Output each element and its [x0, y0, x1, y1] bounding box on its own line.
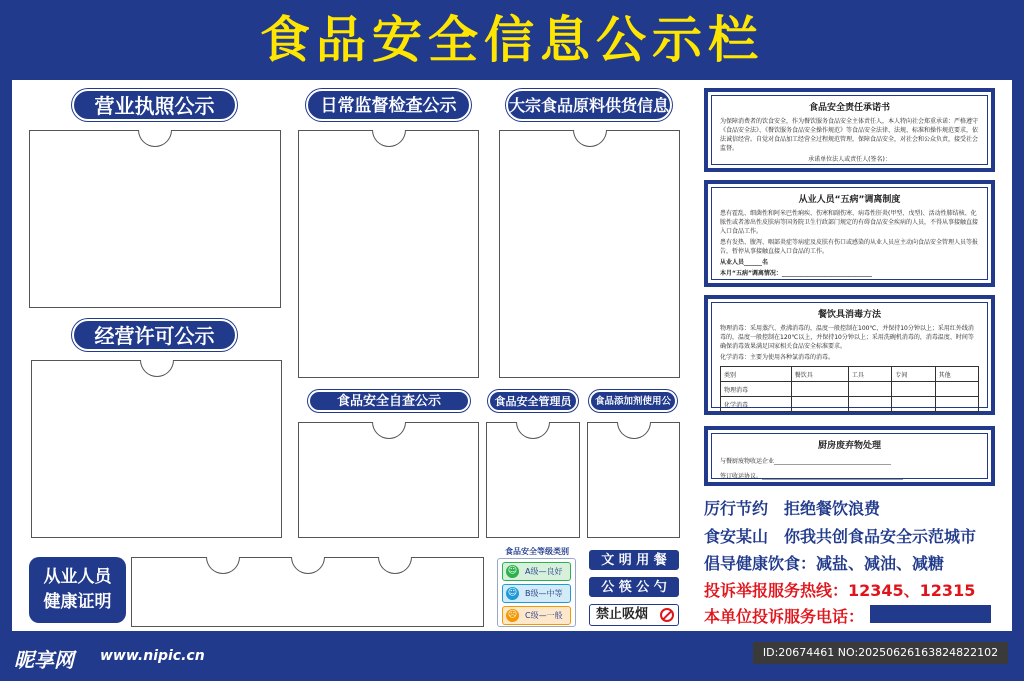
five-diseases-p1: 患有霍乱、细菌性和阿米巴性痢疾、伤寒和副伤寒、病毒性肝炎(甲型、戊型)、活动性肺结核、化脓性或者渗出性皮肤病等国务院卫生行政部门规定的有碍食品安全疾病的人员，不得从事接触直接入口食品工作。: [720, 210, 979, 235]
watermark-id: ID:20674461 NO:20250626163824822102: [753, 642, 1008, 664]
neutral-face-icon: ☺: [507, 588, 518, 598]
slot-notch: [140, 360, 174, 377]
disinfection-physical: 物理消毒：采用蒸汽、煮沸消毒的，温度一般控制在100℃，并保持10分钟以上；采用红外线消毒的，温度一般控制在120℃以上，并保持10分钟以上；采用洗碗机消毒的，消毒温度、时间等确保消毒效果满足国家相关食品安全标准要求。: [720, 325, 974, 350]
kitchen-waste-line2: 签订收运协议。_______________________________________________: [720, 473, 904, 480]
watermark-logo: 昵享网: [14, 648, 74, 672]
disinfection-chemical: 化学消毒：主要为使用各种氯消毒的消毒。: [720, 354, 835, 361]
section-bulk-purchase: 大宗食品原料供货信息: [506, 89, 672, 121]
table-row: [721, 397, 979, 412]
slogan-healthy-diet: 倡导健康饮食：减盐、减油、减糖: [704, 554, 945, 573]
daily-inspection-slot: [298, 130, 479, 378]
table-header-cell: 餐饮具: [791, 367, 848, 382]
table-cell: [791, 382, 848, 397]
five-diseases-panel: [704, 180, 995, 287]
table-cell: [848, 397, 891, 412]
slot-notch: [372, 422, 406, 439]
disinfection-panel: [704, 295, 995, 415]
kitchen-waste-line2-text: 签订收运协议。: [720, 473, 763, 480]
table-cell: [892, 382, 935, 397]
slot-notch: [138, 130, 172, 147]
kitchen-waste-panel: [704, 426, 995, 486]
table-cell: [791, 397, 848, 412]
table-cell: [892, 397, 935, 412]
kitchen-waste-title: 厨房废弃物处理: [817, 441, 881, 451]
commitment-panel: [704, 88, 995, 172]
table-row-label: 化学消毒: [721, 397, 792, 412]
slogan-frugal: 厉行节约 拒绝餐饮浪费: [704, 499, 881, 518]
watermark-url: www.nipic.cn: [100, 648, 205, 664]
no-smoking-slash: [662, 610, 673, 621]
section-operating-permit: 经营许可公示: [72, 319, 237, 351]
slot-notch: [372, 130, 406, 147]
kitchen-waste-line1: 与餐厨废物收运企业_______________________________________: [720, 458, 892, 465]
slot-notch: [291, 557, 325, 574]
slot-notch: [617, 422, 651, 439]
table-header-cell: 专间: [892, 367, 935, 382]
section-safety-manager: 食品安全管理员: [488, 390, 578, 412]
grade-a: [502, 562, 571, 581]
board-title: 食品安全信息公示栏: [0, 0, 1024, 80]
disinfection-table: [720, 366, 979, 412]
section-additive-use: 食品添加剂使用公: [589, 390, 677, 412]
unit-hotline-blank: [870, 605, 991, 623]
kitchen-waste-line1-text: 与餐厨废物收运企业: [720, 458, 775, 465]
section-self-inspection: 食品安全自查公示: [308, 390, 470, 412]
table-header-cell: 工具: [848, 367, 891, 382]
complaint-hotline: 投诉举报服务热线：12345、12315: [704, 581, 976, 600]
badge-no-smoking: [589, 604, 679, 626]
slot-notch: [378, 557, 412, 574]
staff-unit: 名: [762, 259, 769, 266]
table-header-cell: 类别: [721, 367, 792, 382]
unit-hotline-label: 本单位投诉服务电话：: [704, 607, 865, 626]
commitment-body: 为保障消费者的饮食安全，作为餐饮服务食品安全主体责任人，本人特向社会郑重承诺：严格遵守《食品安全法》、《餐饮服务食品安全操作规范》等食品安全法律、法规、标准和操作规范要求，依法诚信经营。自觉对食品加工经营全过程规范管理，保障食品安全，对社会和公众负责，接受社会监督。: [720, 118, 979, 152]
month-label: 本月“五病”调离情况：: [720, 270, 782, 277]
slot-notch: [516, 422, 550, 439]
section-business-license: 营业执照公示: [72, 89, 237, 121]
business-license-slot: [29, 130, 281, 308]
table-cell: [935, 397, 978, 412]
five-diseases-month: 本月“五病”调离情况：______________________________: [720, 270, 872, 277]
five-diseases-staff: 从业人员______名: [720, 259, 769, 266]
five-diseases-p2: 患有发热、腹泻、咽部炎症等病症及皮肤有伤口或感染的从业人员应主动向食品安全管理人员等报告，暂停从事接触直接入口食品的工作。: [720, 239, 979, 255]
badge-civil-dining: 文 明 用 餐: [589, 550, 679, 570]
grade-c: [502, 606, 571, 625]
self-inspection-slot: [298, 422, 479, 538]
bulk-purchase-slot: [499, 130, 680, 378]
table-row: [721, 382, 979, 397]
frown-icon: ☹: [507, 610, 518, 620]
badge-public-chopsticks: 公 筷 公 勺: [589, 577, 679, 597]
table-cell: [935, 382, 978, 397]
grade-b: [502, 584, 571, 603]
table-row-label: 物理消毒: [721, 382, 792, 397]
no-smoking-label: 禁止吸烟: [596, 607, 649, 622]
smile-icon: ☺: [507, 566, 518, 576]
grade-b-label: B级—中等: [525, 589, 563, 598]
safety-manager-slot: [486, 422, 580, 538]
table-cell: [848, 382, 891, 397]
staff-label: 从业人员: [720, 259, 745, 266]
disinfection-title: 餐饮具消毒方法: [817, 310, 881, 320]
slot-notch: [573, 130, 607, 147]
grade-title: 食品安全等级类别: [505, 547, 569, 556]
slot-notch: [206, 557, 240, 574]
commitment-sign: 承诺单位法人或责任人(签名)：: [808, 156, 891, 163]
additive-use-slot: [587, 422, 680, 538]
section-daily-inspection: 日常监督检查公示: [306, 89, 471, 121]
grade-panel: [497, 558, 576, 627]
health-cert-label: 从业人员健康证明: [29, 557, 126, 623]
table-header-row: [721, 367, 979, 382]
no-smoking-icon: [660, 608, 674, 622]
operating-permit-slot: [31, 360, 282, 538]
table-header-cell: 其他: [935, 367, 978, 382]
grade-a-label: A级—良好: [525, 567, 563, 576]
slogan-demo-city: 食安某山 你我共创食品安全示范城市: [704, 527, 977, 546]
grade-c-label: C级—一般: [525, 611, 563, 620]
commitment-title: 食品安全责任承诺书: [808, 103, 890, 113]
health-cert-slot: [131, 557, 484, 627]
five-diseases-title: 从业人员“五病”调离制度: [798, 195, 901, 205]
